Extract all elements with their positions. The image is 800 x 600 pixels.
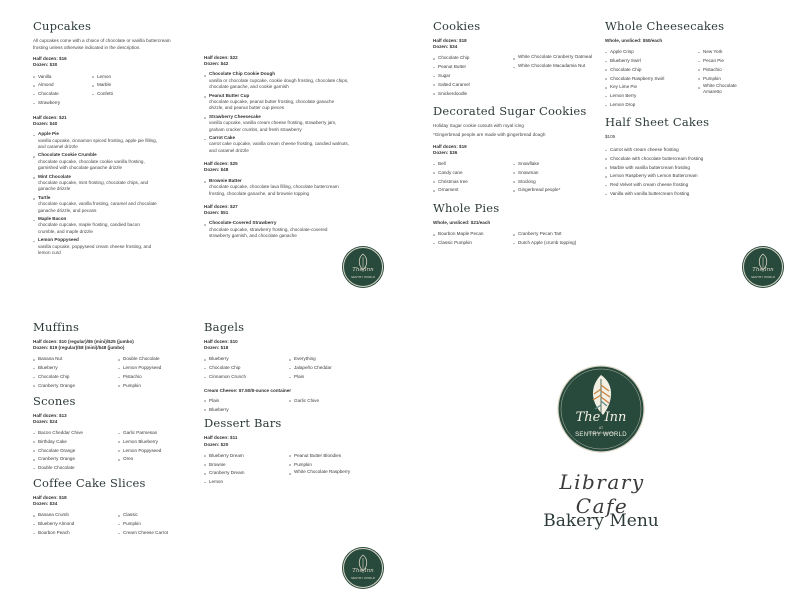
list-item: Lemon Poppyseed [118,364,203,373]
list-item: Chocolate Orange [33,447,118,456]
list-item: Bourbon Maple Pecan [433,230,513,239]
price-dozen: Dozen: $19 (regular)/$8 (mini)/$48 (jumbo) [33,345,125,351]
cookies-list [433,54,593,98]
price-half: Half dozen: $10 (regular)/$5 (mini)/$25 (jumbo) [33,339,134,344]
list-item: Chocolate Chip [33,373,118,382]
list-item: Almond [33,81,92,90]
item-desc: vanilla or chocolate cupcake, cookie dough frosting, chocolate chips, chocolate ganache, and cookie garnish [209,77,349,90]
list-item: Garlic Parmesan [118,429,203,438]
list-item: Marble with vanilla buttercream frosting [605,164,745,173]
item-desc: chocolate cupcake, chocolate cookie vanilla frosting, garnished with chocolate ganache drizzle [38,158,145,171]
list-item: Red Velvet with cream cheese frosting [605,181,745,190]
price-dozen: Dozen: $34 [33,501,58,507]
muffins-title: Muffins [33,320,80,334]
list-item: Candy cane [433,169,513,178]
list-item: Cranberry Orange [33,455,118,464]
list-item: Classic Pumpkin [433,239,513,248]
list-item: New York [698,48,743,57]
list-item: Garlic Chive [289,397,374,406]
sheet-price: $105 [605,133,616,139]
price-half: Half dozen: $19 [433,143,467,149]
list-item: Salted Caramel [433,81,513,90]
inn-main-logo [557,365,645,453]
inn-logo-badge [743,247,783,287]
cupcakes-intro: All cupcakes come with a choice of chocolate or vanilla buttercream frosting unless otherwise indicated in the description. [33,38,171,50]
list-item: Lemon [92,73,151,82]
item-desc: carrot cake cupcake, vanilla cream cheese frosting, candied walnuts, and caramel drizzle [209,141,349,153]
list-item [204,114,349,133]
item-name: Mint Chocolate [38,173,71,179]
list-item: Bacon Cheddar Chive [33,429,118,438]
decorated-note-2: *Gingerbread people are made with gingerbread dough [433,131,546,137]
list-item [204,220,349,239]
price-half: Half dozen: $11 [204,435,238,441]
list-item: Vanilla [33,73,92,82]
decorated-note: Holiday Sugar cookie cutouts with royal icing [433,123,524,129]
list-item: Lemon Berry [605,92,698,101]
price-dozen: Dozen: $48 [204,167,229,173]
list-item: White Chocolate Cranberry Oatmeal [513,54,593,63]
item-name: Carrot Cake [209,135,236,141]
item-desc: chocolate cupcake, maple frosting, candied bacon crumble, and maple drizzle [38,222,140,234]
list-item: Apple Crisp [605,48,698,57]
list-item [204,93,349,112]
cupcakes-strawberry-list [204,220,349,239]
list-item: Blueberry Dream [204,452,289,461]
list-item: Birthday Cake [33,438,118,447]
list-item: Cranberry Dream [204,469,289,478]
price-half: Half dozen: $18 [33,494,67,500]
item-desc: chocolate cupcake, peanut butter frosting, chocolate ganache drizzle, and peanut butter cup pieces [209,99,335,111]
price-half: Half dozen: $27 [204,203,238,209]
price-dozen: Dozen: $40 [33,120,58,126]
list-item: Jalapeño Cheddar [289,364,374,373]
price-dozen: Dozen: $34 [433,44,458,50]
cheesecakes-list-left [605,48,698,110]
list-item: Bourbon Peach [33,529,118,538]
list-item [204,135,349,154]
cupcakes-basic-list [33,73,151,108]
sheet-title: Half Sheet Cakes [605,114,710,129]
coffee-title: Coffee Cake Slices [33,475,146,490]
pies-price: Whole, unsliced: $21/each [433,220,491,226]
list-item: Pumpkin [698,75,743,84]
dessert-list [204,452,374,487]
item-desc: chocolate cupcake, mint frosting, chocolate chips, and ganache drizzle [38,180,149,192]
list-item: Chocolate Chip [605,66,698,75]
muffins-list [33,355,203,390]
item-name: Chocolate-Covered Strawberry [209,220,277,226]
list-item: Lemon Poppyseed [118,447,203,456]
menu-title: Bakery Menu [543,511,659,531]
list-item: Cranberry Orange [33,382,118,391]
feather-logo-icon [557,365,645,453]
list-item: Blueberry Almond [33,520,118,529]
list-item: Dutch Apple (crumb topping) [513,239,593,248]
list-item: White Chocolate Amaretto [698,83,743,95]
list-item: Cranberry Pecan Tart [513,230,593,239]
list-item: Stocking [513,178,593,187]
item-name: Lemon Poppyseed [38,237,79,243]
list-item: Chocolate Chip [204,364,289,373]
list-item: Cream Cheese Carrot [118,529,203,538]
cheesecakes-section [605,19,745,199]
cafe-name: Library Cafe [559,470,645,518]
list-item [33,237,158,256]
list-item: Peanut Butter Blondies [289,452,374,461]
list-item: Confetti [92,90,151,99]
list-item: Gingerbread people* [513,186,593,195]
list-item: Everything [289,355,374,364]
decorated-title: Decorated Sugar Cookies [433,104,587,119]
list-item: Chocolate Chip [433,54,513,63]
list-item: Banana Nut [33,355,118,364]
cupcakes-section-continued [204,55,349,242]
list-item: Lemon Blueberry [118,438,203,447]
list-item: Classic [118,511,203,520]
list-item: Peanut Butter [433,63,513,72]
coffee-list [33,511,203,537]
logo-text: The Inn [352,267,374,273]
price-half: Half dozen: $18 [433,38,467,43]
cupcakes-brownie-list [204,178,349,197]
list-item: Snowflake [513,160,593,169]
cream-cheese-label: Cream Cheese: $7.50/8-ounce container [204,387,292,393]
list-item [33,216,158,235]
list-item: Blueberry [33,364,118,373]
list-item: Brownie [204,461,289,470]
cream-cheese-list [204,397,374,415]
item-desc: chocolate cupcake, strawberry frosting, chocolate-covered strawberry garnish, and chocolate ganache [209,226,328,239]
list-item: Pistachio [118,373,203,382]
bagels-section [204,320,374,487]
list-item: Snowman [513,169,593,178]
price-dozen: Dozen: $42 [204,61,229,67]
item-name: Maple Bacon [38,216,67,222]
list-item: Vanilla with vanilla buttercream frosting [605,190,745,199]
price-half: Half dozen: $25 [204,161,238,167]
muffins-section [33,320,183,538]
list-item: Marble [92,81,151,90]
item-name: Apple Pie [38,131,59,137]
list-item: Lemon [204,478,289,487]
logo-text: The Inn [575,410,627,425]
price-dozen: Dozen: $51 [204,210,229,216]
logo-subtext: SENTRY WORLD [350,275,376,279]
list-item: White Chocolate Raspberry [289,469,374,478]
item-name: Chocolate Cookie Crumble [38,152,97,158]
scones-list [33,429,203,473]
list-item [33,195,158,214]
list-item: Carrot with cream cheese frosting [605,146,745,155]
cheesecakes-lists [605,44,745,110]
cookies-title: Cookies [433,19,481,33]
list-item: Christmas tree [433,178,513,187]
item-desc: vanilla cupcake, vanilla cream cheese frosting, strawberry jam, graham cracker crumbs, and fresh strawberry [209,120,337,132]
list-item: Pecan Pie [698,57,743,66]
price-dozen: Dozen: $24 [33,418,58,424]
logo-subtext: SENTRY WORLD [575,432,627,438]
cupcakes-premium-list [204,71,349,154]
decorated-list [433,160,593,195]
logo-text: The Inn [752,267,774,273]
price-half: Half dozen: $21 [33,114,67,120]
list-item: Sugar [433,72,513,81]
list-item: Chocolate [33,90,92,99]
bagels-list [204,355,374,381]
item-name: Chocolate Chip Cookie Dough [209,71,276,77]
item-name: Brownie Batter [209,177,242,183]
logo-subtext: SENTRY WORLD [750,275,776,279]
list-item: Lemon Drop [605,101,698,110]
price-dozen: Dozen: $30 [33,62,58,68]
list-item: Pistachio [698,66,743,75]
price-dozen: Dozen: $36 [433,149,458,155]
item-desc: vanilla cupcake, cinnamon spiced frosting, apple pie filling, and caramel drizzle [38,137,157,149]
list-item: Strawberry [33,99,92,108]
bagels-title: Bagels [204,320,245,334]
list-item [33,131,158,150]
scones-title: Scones [33,393,76,408]
item-desc: vanilla cupcake, poppyseed cream cheese frosting, and lemon curd [38,243,152,256]
cookies-section [433,19,593,248]
item-name: Turtle [38,194,51,200]
dessert-title: Dessert Bars [204,416,282,431]
list-item: Blueberry Swirl [605,57,698,66]
list-item: Ornament [433,186,513,195]
price-dozen: Dozen: $20 [204,441,229,447]
list-item: Bell [433,160,513,169]
list-item: Plain [289,373,374,382]
item-name: Peanut Butter Cup [209,92,250,98]
list-item: Blueberry [204,406,289,415]
list-item: Lemon Raspberry with Lemon Buttercream [605,172,745,181]
cupcakes-title: Cupcakes [33,19,92,33]
cheesecakes-title: Whole Cheesecakes [605,19,725,33]
list-item: Blueberry [204,355,289,364]
price-half: Half dozen: $16 [33,56,67,62]
list-item: Banana Crumb [33,511,118,520]
price-half: Half dozen: $10 [204,339,238,344]
cupcakes-specialty-list [33,131,158,256]
price-dozen: Dozen: $18 [204,345,229,351]
pies-title: Whole Pies [433,201,500,216]
item-name: Strawberry Cheesecake [209,113,261,119]
list-item: Chocolate with chocolate buttercream frosting [605,155,745,164]
inn-logo-badge [343,548,383,588]
cupcakes-section [33,19,183,259]
price-half: Half dozen: $13 [33,412,67,418]
logo-text: The Inn [352,568,374,574]
list-item: Plain [204,397,289,406]
list-item [204,71,349,90]
list-item: Double Chocolate [33,464,118,473]
price-half: Half dozen: $22 [204,55,238,60]
list-item: Key Lime Pie [605,83,698,92]
inn-logo-badge [343,247,383,287]
sheet-list [605,146,745,199]
list-item: Double Chocolate [118,355,203,364]
pies-list [433,230,593,248]
item-desc: chocolate cupcake, vanilla frosting, caramel and chocolate ganache drizzle, and pecans [38,201,157,213]
list-item: Pumpkin [118,382,203,391]
list-item: Oreo [118,455,203,464]
list-item: Cinnamon Crunch [204,373,289,382]
logo-subtext: SENTRY WORLD [350,576,376,580]
list-item: Snickerdoodle [433,90,513,99]
list-item: Chocolate Raspberry Swirl [605,75,698,84]
list-item: White Chocolate Macadamia Nut [513,63,593,72]
item-desc: chocolate cupcake, chocolate lava filling, chocolate buttercream frosting, chocolate ganache, and brownie topping [209,184,339,196]
list-item [33,152,158,171]
cheesecakes-list-right [698,48,743,110]
list-item: Pumpkin [289,461,374,470]
cheesecakes-price: Whole, unsliced: $50/each [605,38,663,43]
list-item [204,178,349,197]
list-item: Pumpkin [118,520,203,529]
logo-at: AT [598,426,604,430]
list-item [33,174,158,193]
